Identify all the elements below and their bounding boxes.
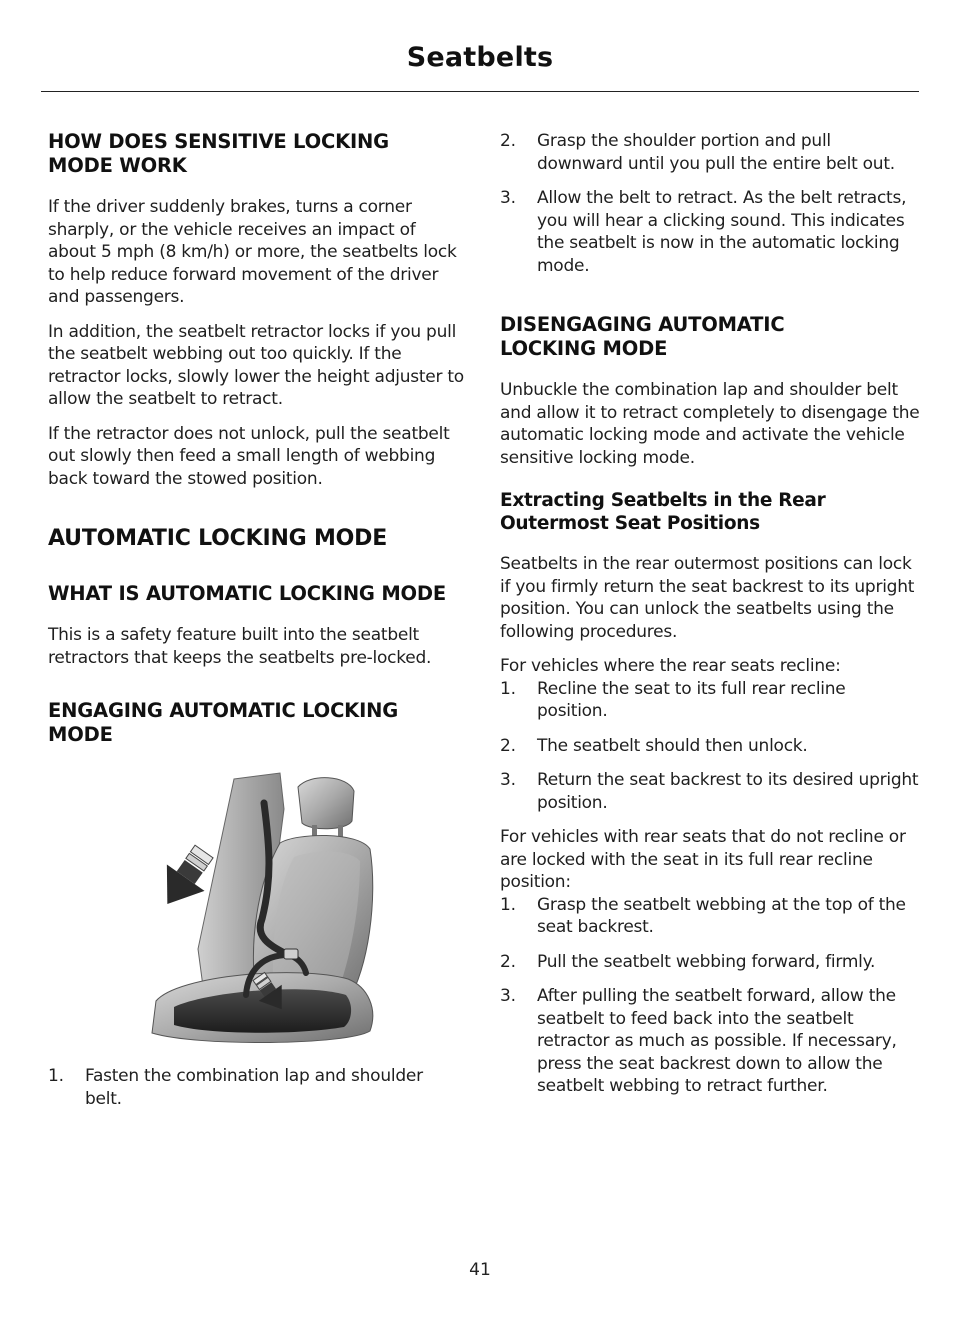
- step-text: Pull the seatbelt webbing forward, firmly.: [537, 951, 876, 972]
- list-item: [500, 187, 920, 277]
- step-number: 3.: [500, 188, 516, 208]
- paragraph-sensitive-3: If the retractor does not unlock, pull the seatbelt out slowly then feed a small length of webbing back toward the stowed position.: [48, 423, 450, 489]
- step-number: 1.: [48, 1066, 64, 1086]
- paragraph-recline-intro: For vehicles where the rear seats recline:: [500, 656, 841, 676]
- heading-automatic-locking: AUTOMATIC LOCKING MODE: [48, 526, 388, 551]
- step-number: 1.: [500, 678, 516, 699]
- paragraph-fixed-intro: For vehicles with rear seats that do not recline or are locked with the seat in its full rear recline position:: [500, 827, 906, 892]
- left-column: [48, 130, 464, 1110]
- list-item: [500, 951, 920, 974]
- heading-disengaging-automatic: DISENGAGING AUTOMATIC LOCKING MODE: [500, 313, 785, 360]
- step-number: 2.: [500, 131, 516, 151]
- heading-engaging-automatic: ENGAGING AUTOMATIC LOCKING MODE: [48, 699, 399, 746]
- heading-what-is-automatic: WHAT IS AUTOMATIC LOCKING MODE: [48, 582, 447, 605]
- step-number: 2.: [500, 951, 516, 972]
- paragraph-sensitive-2: In addition, the seatbelt retractor locks if you pull the seatbelt webbing out too quickly. If the retractor locks, slowly lower the height adjuster to allow the seatbelt to retract.: [48, 321, 464, 409]
- list-item: [500, 769, 920, 814]
- paragraph-disengaging: Unbuckle the combination lap and shoulder belt and allow it to retract completely to disengage the automatic locking mode and activate the vehicle sensitive locking mode.: [500, 380, 920, 468]
- step-number: 2.: [500, 735, 516, 756]
- heading-sensitive-locking: HOW DOES SENSITIVE LOCKING MODE WORK: [48, 130, 389, 177]
- step-number: 3.: [500, 986, 516, 1006]
- header-divider: [41, 91, 919, 92]
- step-text: Grasp the seatbelt webbing at the top of the seat backrest.: [537, 894, 906, 937]
- paragraph-extracting: Seatbelts in the rear outermost positions can lock if you firmly return the seat backrest to its upright position. You can unlock the seatbelts using the following procedures.: [500, 554, 915, 642]
- list-item: [500, 894, 920, 939]
- paragraph-sensitive-1: If the driver suddenly brakes, turns a corner sharply, or the vehicle receives an impact of about 5 mph (8 km/h) or more, the seatbelts lock to help reduce forward movement of the driver and passengers.: [48, 197, 457, 307]
- engaging-steps-right: [500, 130, 920, 277]
- step-text: Return the seat backrest to its desired upright position.: [537, 770, 919, 813]
- list-item: [48, 1065, 464, 1110]
- step-text: Fasten the combination lap and shoulder belt.: [85, 1066, 423, 1109]
- step-text: The seatbelt should then unlock.: [537, 735, 808, 756]
- page-number: 41: [469, 1260, 491, 1280]
- list-item: [500, 678, 920, 723]
- step-text: Recline the seat to its full rear recline position.: [537, 678, 846, 721]
- step-number: 1.: [500, 894, 516, 915]
- page-header-title: Seatbelts: [406, 42, 554, 73]
- recline-steps: [500, 678, 920, 815]
- list-item: [500, 735, 920, 758]
- step-text: Grasp the shoulder portion and pull downward until you pull the entire belt out.: [537, 131, 895, 174]
- seat-belt-illustration-icon: [48, 769, 462, 1047]
- fixed-steps: [500, 894, 920, 1098]
- step-number: 3.: [500, 770, 516, 790]
- paragraph-what-is-automatic: This is a safety feature built into the seatbelt retractors that keeps the seatbelts pre-locked.: [48, 625, 432, 668]
- list-item: [500, 130, 920, 175]
- step-text: Allow the belt to retract. As the belt retracts, you will hear a clicking sound. This indicates the seatbelt is now in the automatic locking mode.: [537, 188, 907, 276]
- list-item: [500, 985, 920, 1098]
- right-column: [500, 130, 920, 1098]
- step-text: After pulling the seatbelt forward, allow the seatbelt to feed back into the seatbelt retractor as much as possible. If necessary, press the seat backrest down to allow the seatbelt webbing to retract further.: [537, 986, 897, 1096]
- heading-extracting-rear: Extracting Seatbelts in the Rear Outermost Seat Positions: [500, 490, 826, 534]
- engaging-steps-left: [48, 1065, 464, 1110]
